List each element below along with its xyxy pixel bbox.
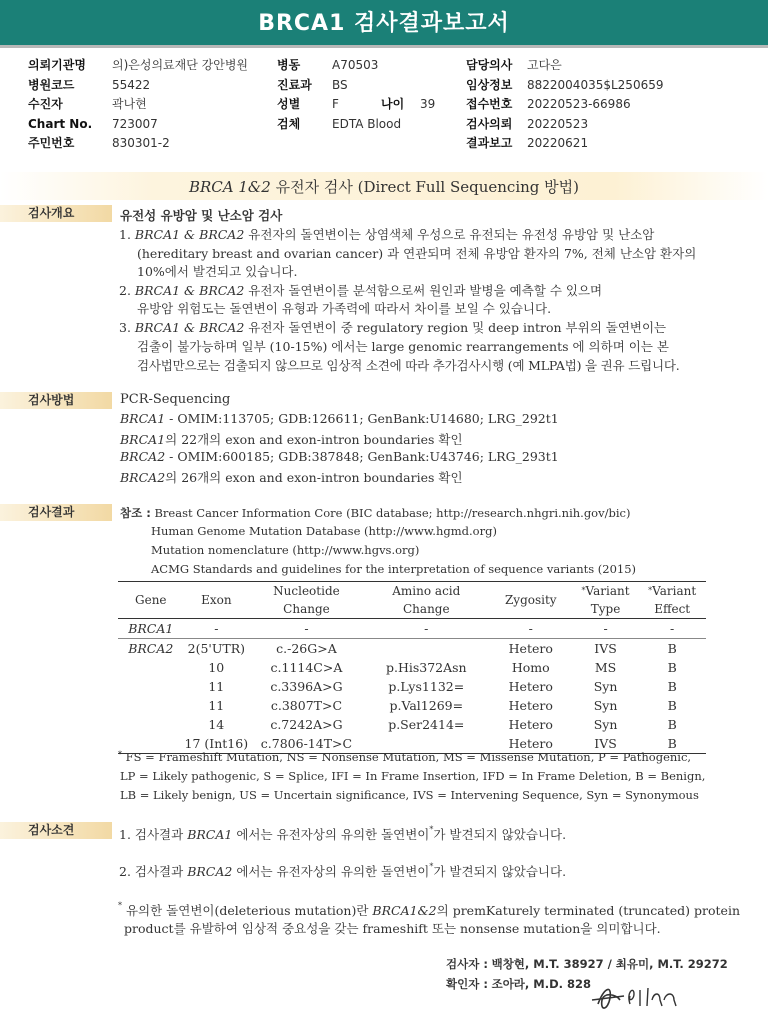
cell-effect: B [667, 698, 677, 713]
cell-type: IVS [573, 734, 639, 754]
info-label: 주민번호 [28, 136, 75, 150]
cell-amino-acid: p.His372Asn [385, 660, 467, 675]
note-pre: 유의한 돌연변이(deleterious mutation)란 [122, 903, 373, 918]
cell-zygosity: - [489, 619, 573, 639]
info-label: 담당의사 [466, 58, 513, 72]
item-text: 유전자의 돌연변이는 상염색체 우성으로 유전되는 유전성 유방암 및 난소암 [244, 227, 655, 242]
signature-stroke [640, 988, 676, 1006]
asterisk: * [581, 586, 586, 595]
info-label: 수진자 [28, 97, 63, 111]
cell-amino-acid: p.Val1269= [389, 698, 464, 713]
cell-type: Syn [593, 717, 618, 732]
table-row [118, 677, 706, 696]
cell-gene: BRCA2 [128, 641, 174, 656]
cell-type: MS [594, 660, 617, 675]
gene-name: BRCA2 [120, 449, 166, 464]
section-label-overview: 검사개요 [0, 205, 112, 222]
item-text: 유전자 돌연변이 중 regulatory region 및 deep intron 부위의 돌연변이는 [244, 320, 667, 335]
cell-effect: B [667, 641, 677, 656]
footnote-text: FS = Frameshift Mutation, NS = Nonsense Mutation, MS = Missense Mutation, P = Pathogenic, [125, 750, 692, 764]
col-zygosity: Zygosity [489, 582, 573, 619]
item-number: 2. [119, 283, 131, 298]
method-text: 의 26개의 exon and exon-intron boundaries 확인 [165, 470, 463, 485]
age-label: 나이 [381, 97, 405, 111]
info-value: 곽나현 [112, 97, 147, 111]
col-gene: Gene [118, 582, 184, 619]
info-label: 병동 [277, 58, 301, 72]
cell-nucleotide: c.1114C>A [270, 660, 343, 675]
info-value: 8822004035$L250659 [527, 77, 664, 92]
finding-pre: 1. 검사결과 [119, 827, 188, 842]
col-ve-l2: Effect [654, 602, 691, 616]
cell-zygosity: Hetero [508, 679, 553, 694]
footnote-line-3: LB = Likely benign, US = Uncertain significance, IVS = Intervening Sequence, Syn = Synonymous [120, 788, 699, 802]
cell-gene [118, 658, 184, 677]
overview-heading: 유전성 유방암 및 난소암 검사 [120, 208, 283, 223]
reference-text: Breast Cancer Information Core (BIC database; http://research.nhgri.nih.gov/bic) [154, 506, 631, 520]
info-value: 20220621 [527, 136, 589, 150]
gene-name: BRCA2 [187, 864, 233, 879]
col-exon: Exon [184, 582, 250, 619]
age-value: 39 [420, 97, 436, 111]
method-text: 의 22개의 exon and exon-intron boundaries 확인 [165, 432, 463, 447]
asterisk: * [429, 825, 434, 834]
confirmer [446, 976, 591, 992]
cell-nucleotide: c.3807T>C [270, 698, 343, 713]
gene-name: BRCA1 [120, 432, 166, 447]
info-value: 고다은 [527, 58, 562, 72]
info-label: 검체 [277, 116, 301, 131]
overview-item-2-line-2: 유방암 위험도는 돌연변이 유형과 가족력에 따라서 차이를 보일 수 있습니다. [137, 301, 552, 316]
col-amino-acid [364, 582, 489, 619]
info-column-2 [277, 56, 435, 134]
method-text: - OMIM:113705; GDB:126611; GenBank:U14680; LRG_292t1 [165, 411, 559, 426]
test-title-method-kor: 방법 [544, 178, 574, 196]
finding-pre: 2. 검사결과 [119, 864, 188, 879]
examiner-value: 백창현, M.T. 38927 / 최유미, M.T. 29272 [491, 957, 728, 971]
examiner-label: 검사자 : [446, 957, 488, 971]
cell-nucleotide: c.7242A>G [270, 717, 343, 732]
cell-effect: - [638, 619, 706, 639]
cell-type: - [573, 619, 639, 639]
col-nucleotide [249, 582, 364, 619]
info-value: 20220523-66986 [527, 97, 631, 111]
finding-end: 가 발견되지 않았습니다. [433, 827, 567, 842]
cell-exon: 10 [208, 660, 225, 675]
finding-2 [119, 862, 566, 880]
cell-nucleotide: c.-26G>A [276, 641, 337, 656]
confirmer-value: 조아라, M.D. 828 [491, 977, 592, 991]
cell-effect: B [667, 717, 677, 732]
col-nucleotide-l2: Change [283, 602, 330, 616]
cell-gene [118, 677, 184, 696]
table-row [118, 639, 706, 659]
cell-amino-acid [364, 639, 489, 659]
overview-item-1-line-3: 10%에서 발견되고 있습니다. [137, 264, 298, 279]
cell-gene: BRCA1 [118, 619, 184, 639]
handwritten-signature [590, 978, 700, 1016]
asterisk: * [648, 586, 653, 595]
info-column-3 [466, 56, 663, 154]
method-line-2 [120, 430, 463, 448]
signature-stroke [629, 990, 634, 1004]
info-value: 20220523 [527, 116, 589, 131]
info-value: EDTA Blood [332, 116, 402, 131]
col-variant-type [573, 582, 639, 619]
info-label: 임상정보 [466, 77, 513, 92]
test-title-close: ) [573, 178, 579, 196]
table-row [118, 715, 706, 734]
cell-type: Syn [593, 679, 618, 694]
section-label-findings: 검사소견 [0, 822, 112, 839]
gene-name: BRCA1&2 [372, 903, 437, 918]
cell-amino-acid: - [364, 619, 489, 639]
item-number: 3. [119, 320, 131, 335]
confirmer-label: 확인자 : [446, 977, 488, 991]
cell-zygosity: Hetero [508, 641, 553, 656]
cell-nucleotide: c.3396A>G [270, 679, 343, 694]
finding-text: 에서는 유전자상의 유의한 돌연변이 [232, 827, 430, 842]
overview-item-3-line-2: 검출이 불가능하며 일부 (10-15%) 에서는 large genomic rearrangements 에 의하며 이는 본 [137, 339, 669, 354]
table-row [118, 619, 706, 639]
info-value: A70503 [332, 58, 379, 72]
col-ve-l1: Variant [652, 584, 697, 598]
table-row [118, 696, 706, 715]
cell-exon: 2(5'UTR) [187, 641, 246, 656]
cell-exon: - [184, 619, 250, 639]
finding-end: 가 발견되지 않았습니다. [433, 864, 567, 879]
info-value: 의)은성의료재단 강안병원 [112, 58, 249, 72]
cell-zygosity: Hetero [489, 734, 573, 754]
reference-prefix: 참조 : [120, 506, 151, 520]
info-label: 결과보고 [466, 136, 513, 150]
asterisk: * [429, 862, 434, 871]
reference-line-4: ACMG Standards and guidelines for the interpretation of sequence variants (2015) [151, 562, 637, 576]
cell-type: IVS [594, 641, 617, 656]
cell-effect: B [667, 660, 677, 675]
info-value: 55422 [112, 77, 151, 92]
method-line-4 [120, 468, 463, 486]
cell-exon: 11 [208, 698, 225, 713]
cell-effect: B [667, 679, 677, 694]
col-variant-effect [638, 582, 706, 619]
info-label: 병원코드 [28, 77, 75, 92]
info-value: F [332, 97, 339, 111]
reference-line-3: Mutation nomenclature (http://www.hgvs.org) [151, 543, 420, 557]
info-value: 830301-2 [112, 136, 170, 150]
test-title-kor: 유전자 검사 [275, 178, 353, 196]
overview-item-3 [119, 318, 666, 336]
test-title-genes: BRCA 1&2 [188, 178, 271, 196]
cell-zygosity: Hetero [508, 698, 553, 713]
info-value: BS [332, 77, 348, 92]
finding-text: 에서는 유전자상의 유의한 돌연변이 [232, 864, 430, 879]
method-heading: PCR-Sequencing [120, 392, 231, 407]
overview-item-2 [119, 281, 602, 299]
reference-line-1 [120, 505, 630, 521]
info-label: 검사의뢰 [466, 116, 513, 131]
asterisk: * [118, 901, 122, 910]
item-text: 유전자 돌연변이를 분석함으로써 원인과 발병을 예측할 수 있으며 [244, 283, 603, 298]
gene-names: BRCA1 & BRCA2 [134, 320, 245, 335]
gene-name: BRCA1 [120, 411, 166, 426]
col-vt-l1: Variant [585, 584, 630, 598]
test-title [0, 176, 768, 197]
header-rule [0, 45, 768, 48]
section-label-results: 검사결과 [0, 504, 112, 521]
item-number: 1. [119, 227, 131, 242]
test-title-method: (Direct Full Sequencing [357, 178, 540, 196]
info-label: 접수번호 [466, 97, 513, 111]
cell-gene [118, 696, 184, 715]
method-text: - OMIM:600185; GDB:387848; GenBank:U43746; LRG_293t1 [165, 449, 559, 464]
col-amino-l2: Change [403, 602, 450, 616]
cell-nucleotide: c.7806-14T>C [249, 734, 364, 754]
table-row [118, 658, 706, 677]
method-line-1 [120, 411, 559, 426]
cell-amino-acid: p.Lys1132= [388, 679, 465, 694]
examiner [446, 956, 728, 972]
cell-amino-acid: p.Ser2414= [388, 717, 465, 732]
reference-line-2: Human Genome Mutation Database (http://www.hgmd.org) [151, 524, 497, 538]
cell-zygosity: Homo [511, 660, 550, 675]
cell-effect: B [638, 734, 706, 754]
col-vt-l2: Type [590, 602, 621, 616]
mutation-table [118, 581, 706, 754]
footnote-line-1 [118, 750, 691, 764]
cell-nucleotide: - [249, 619, 364, 639]
table-header-row [118, 582, 706, 619]
info-label: 성별 [277, 97, 301, 111]
section-label-method: 검사방법 [0, 392, 112, 409]
cell-exon: 17 (Int16) [184, 734, 250, 754]
cell-type: Syn [593, 698, 618, 713]
cell-exon: 11 [208, 679, 225, 694]
method-line-3 [120, 449, 559, 464]
col-nucleotide-l1: Nucleotide [273, 584, 340, 598]
info-label: Chart No. [28, 116, 93, 131]
col-amino-l1: Amino acid [392, 584, 461, 598]
finding-note-line-1 [118, 901, 740, 919]
note-post: 의 premKaturely terminated (truncated) protein [436, 903, 741, 918]
asterisk: * [118, 750, 122, 759]
overview-item-1 [119, 225, 654, 243]
footnote-line-2: LP = Likely pathogenic, S = Splice, IFI = In Frame Insertion, IFD = In Frame Deletion, B = Benign, [120, 769, 706, 783]
gene-names: BRCA1 & BRCA2 [134, 227, 245, 242]
finding-1 [119, 825, 566, 843]
info-column-1 [28, 56, 248, 154]
overview-item-1-line-2: (hereditary breast and ovarian cancer) 과 연관되며 전체 유방암 환자의 7%, 전체 난소암 환자의 [137, 246, 697, 261]
gene-names: BRCA1 & BRCA2 [134, 283, 245, 298]
cell-gene [118, 715, 184, 734]
info-value: 723007 [112, 116, 158, 131]
finding-note-line-2: product를 유발하여 임상적 중요성을 갖는 frameshift 또는 nonsense mutation을 의미합니다. [124, 921, 661, 936]
info-label: 진료과 [277, 77, 312, 92]
cell-zygosity: Hetero [508, 717, 553, 732]
report-title: BRCA1 검사결과보고서 [258, 11, 510, 36]
report-header [0, 0, 768, 45]
cell-exon: 14 [208, 717, 225, 732]
gene-name: BRCA1 [187, 827, 233, 842]
info-label: 의뢰기관명 [28, 58, 86, 72]
gene-name: BRCA2 [120, 470, 166, 485]
overview-item-3-line-3: 검사법만으로는 검출되지 않으므로 임상적 소견에 따라 추가검사시행 (예 MLPA법) 을 권유 드립니다. [137, 358, 680, 373]
